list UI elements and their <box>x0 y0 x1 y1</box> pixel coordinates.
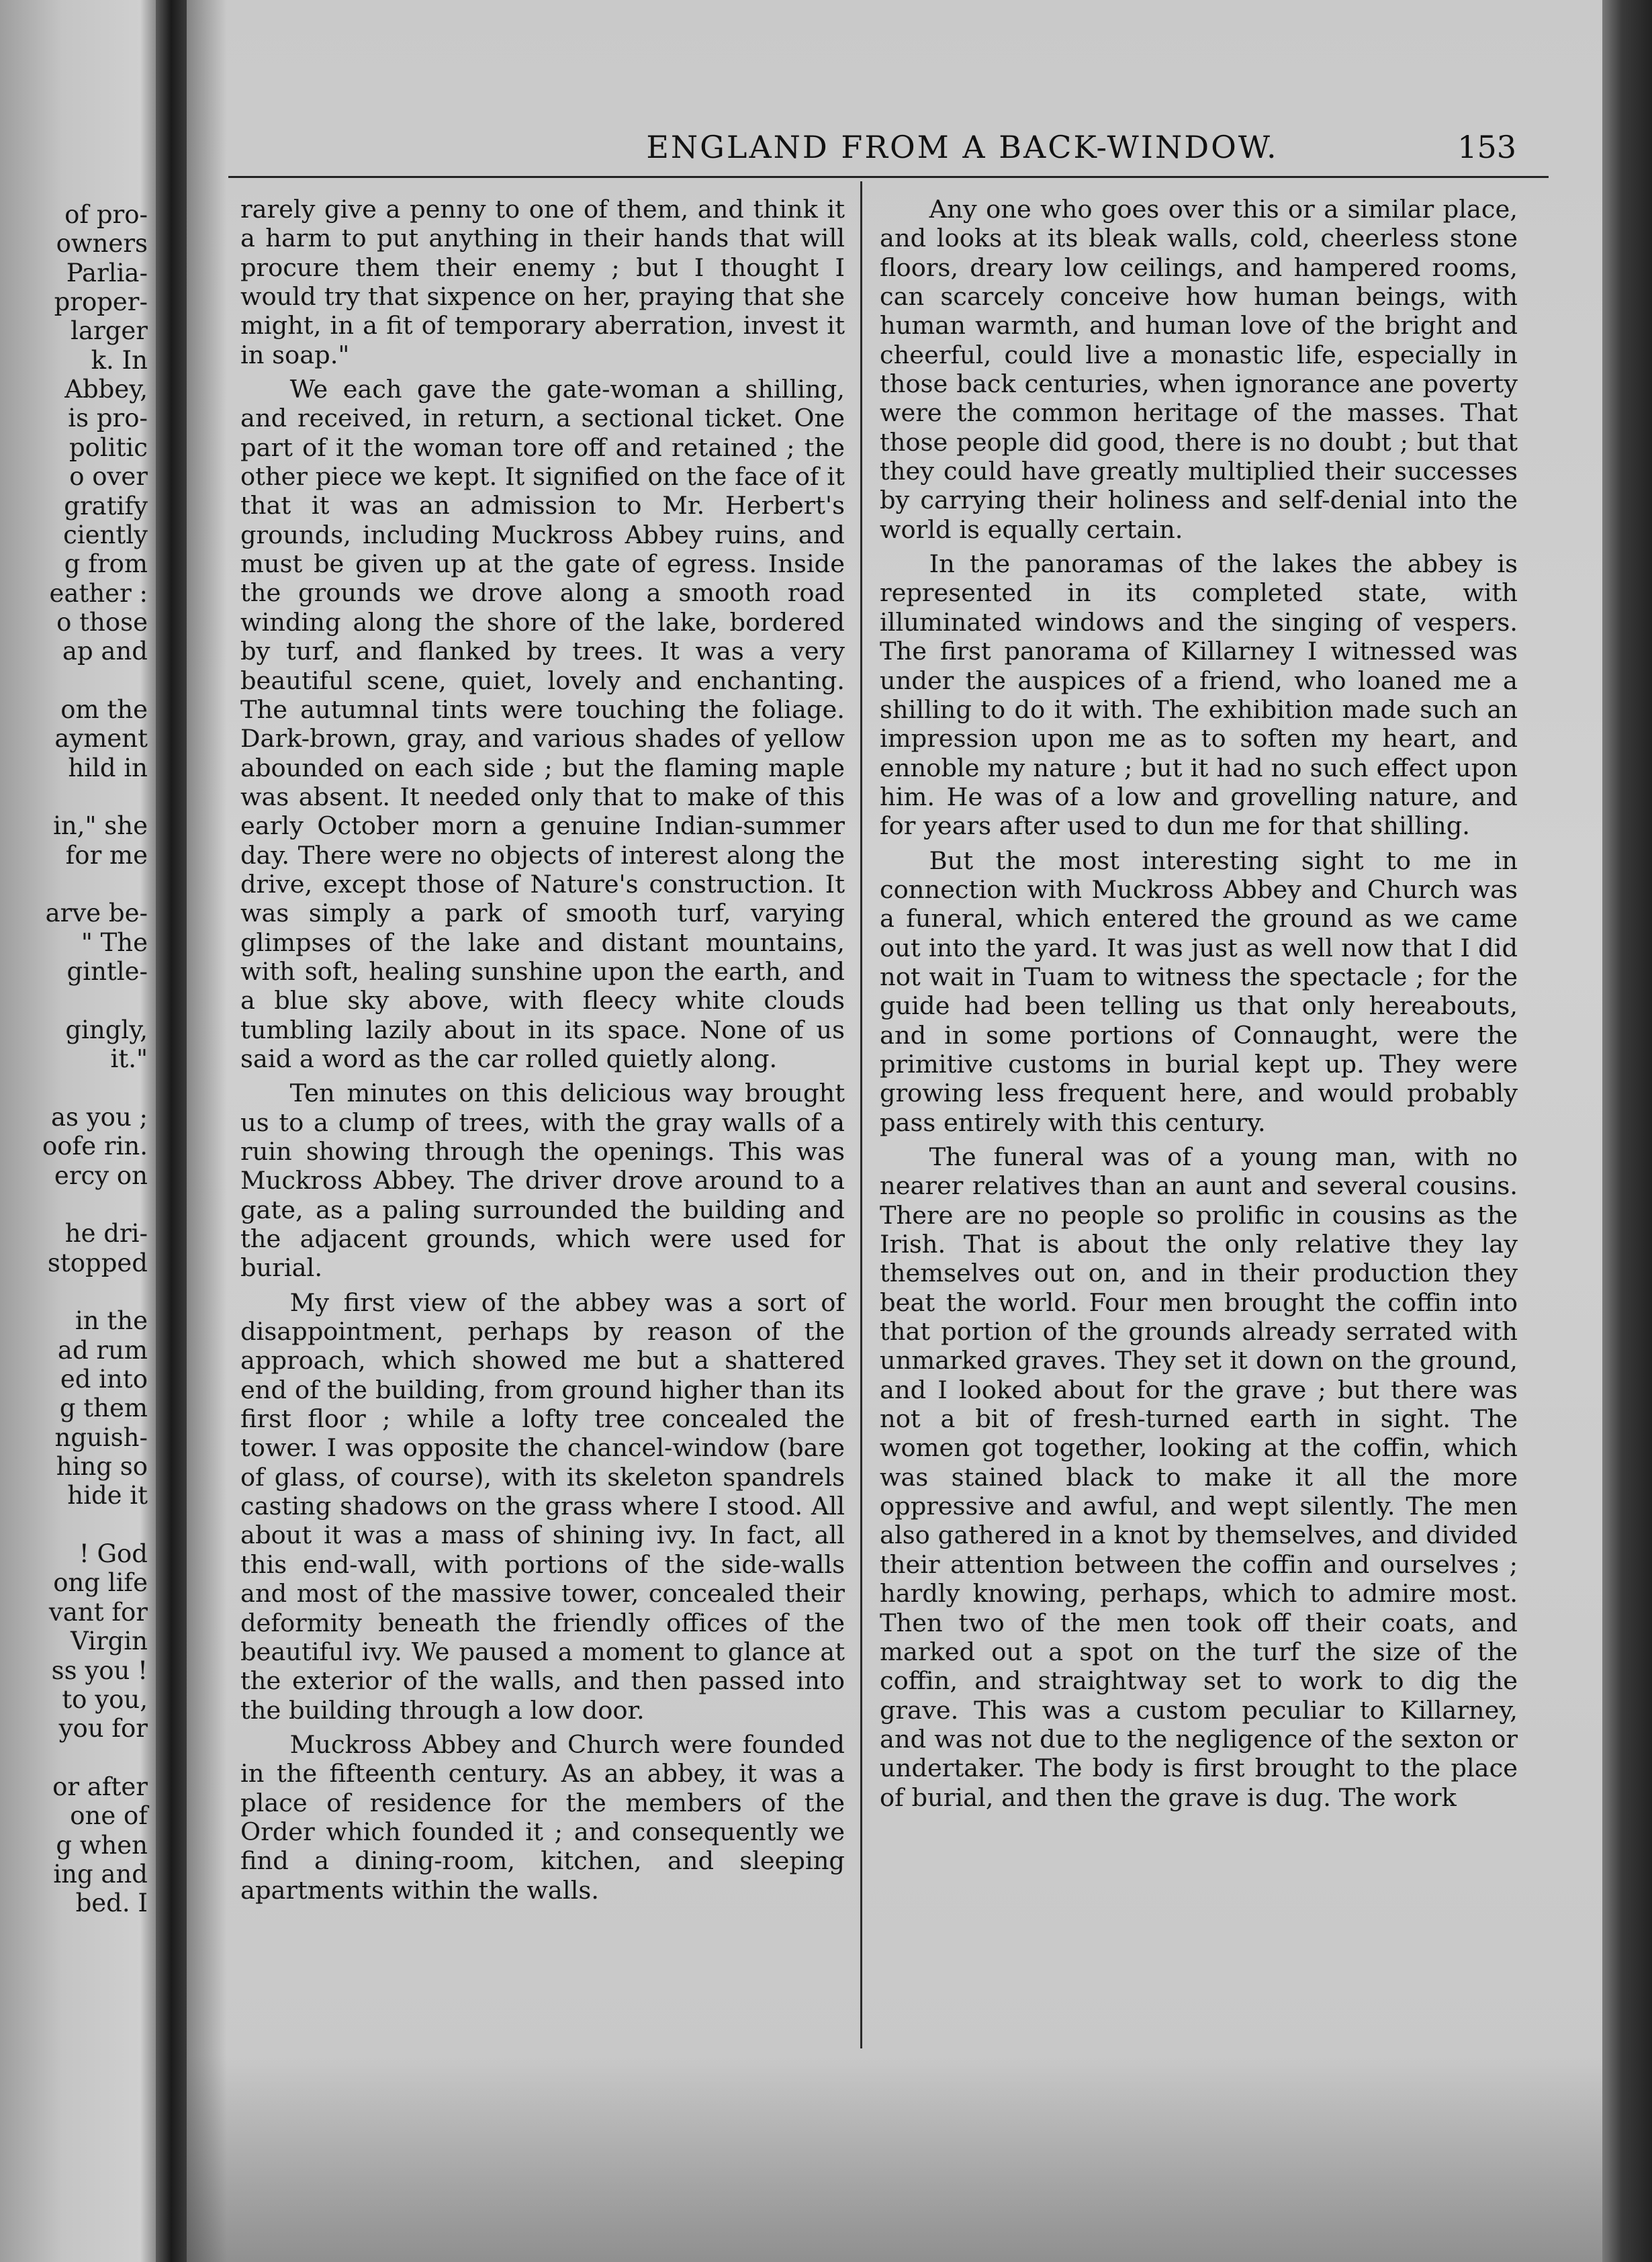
facing-page-line: it." <box>110 1044 148 1074</box>
facing-page-line: or after <box>52 1772 148 1801</box>
facing-page-line: eather : <box>49 578 148 608</box>
facing-page-line: k. In <box>91 345 148 375</box>
paragraph: In the panoramas of the lakes the abbey is represented in its completed state, with illuminated windows and the singing of vespers. The first panorama of Killarney I witnessed was under the auspices of a friend, who loaned me a shilling to do it with. The exhibition made such an impression upon me as to soften my heart, and ennoble my nature ; but it had no such effect upon him. He was of a low and grovelling nature, and for years after used to dun me for that shilling. <box>880 549 1518 841</box>
facing-page-line: ong life <box>53 1568 148 1598</box>
facing-page-line: larger <box>71 316 148 346</box>
paragraph: Any one who goes over this or a similar place, and looks at its bleak walls, cold, cheerless stone floors, dreary low ceilings, and hampered rooms, can scarcely conceive how human beings, with human warmth, and human love of the bright and cheerful, could live a monastic life, especially in those back centuries, when ignorance ane poverty were the common heritage of the masses. That those people did good, there is no doubt ; but that they could have greatly multiplied their successes by carrying their holiness and self-denial into the world is equally certain. <box>880 195 1518 544</box>
facing-page-line: bed. I <box>75 1889 148 1918</box>
facing-page-line: you for <box>58 1714 148 1744</box>
facing-page-line: ciently <box>63 520 148 549</box>
facing-page-line: ! God <box>79 1539 148 1569</box>
facing-page-line: arve be- <box>45 899 148 928</box>
right-column <box>880 195 1518 1817</box>
facing-page-line: one of <box>70 1801 148 1831</box>
facing-page-line: Virgin <box>71 1627 148 1656</box>
paragraph: But the most interesting sight to me in connection with Muckross Abbey and Church was a funeral, which entered the ground as we came out into the yard. It was just as well now that I did not wait in Tuam to witness the spectacle ; for the guide had been telling us that only hereabouts, and in some portions of Connaught, were the primitive customs in burial kept up. They were growing less frequent here, and would probably pass entirely with this century. <box>880 846 1518 1137</box>
facing-page-line: gingly, <box>65 1015 148 1044</box>
facing-page-line: Parlia- <box>66 258 148 287</box>
page-edge <box>1602 0 1652 2262</box>
facing-page-line: owners <box>56 229 148 259</box>
facing-page-line: is pro- <box>68 404 148 433</box>
facing-page-line: vant for <box>48 1597 148 1627</box>
facing-page-line: ercy on <box>54 1161 148 1190</box>
facing-page-line: in," she <box>53 811 148 841</box>
facing-page-line: stopped <box>47 1248 148 1277</box>
facing-page-line: g from <box>64 549 148 579</box>
facing-page-line: g them <box>59 1394 148 1423</box>
facing-page-line: ing and <box>53 1859 148 1889</box>
facing-page-line: " The <box>81 928 148 957</box>
facing-page-line: for me <box>65 840 148 870</box>
facing-page-line: gratify <box>64 491 148 521</box>
facing-page-line: ed into <box>60 1365 148 1394</box>
facing-page-line: gintle- <box>66 957 148 987</box>
paragraph: rarely give a penny to one of them, and think it a harm to put anything in their hands that will procure them their enemy ; but I thought I would try that sixpence on her, praying that she might, in a fit of temporary aberration, invest it in soap." <box>240 195 845 369</box>
facing-page-line: hide it <box>67 1481 148 1510</box>
paragraph: We each gave the gate-woman a shilling, and received, in return, a sectional ticket. One part of it the woman tore off and retained ; the other piece we kept. It signified on the face of it that it was an admission to Mr. Herbert's grounds, including Muckross Abbey ruins, and must be given up at the gate of egress. Inside the grounds we drove along a smooth road winding along the shore of the lake, bordered by turf, and flanked by trees. It was a very beautiful scene, quiet, lovely and enchanting. The autumnal tints were touching the foliage. Dark-brown, gray, and various shades of yellow abounded on each side ; but the flaming maple was absent. It needed only that to make of this early October morn a genuine Indian-summer day. There were no objects of interest along the drive, except those of Nature's construction. It was simply a park of smooth turf, varying glimpses of the lake and distant mountains, with soft, healing sunshine upon the earth, and a blue sky above, with fleecy white clouds tumbling lazily about in its space. None of us said a word as the car rolled quietly along. <box>240 375 845 1073</box>
column-rule <box>860 181 862 2048</box>
running-head: ENGLAND FROM A BACK-WINDOW. <box>646 129 1279 165</box>
facing-page-line: politic <box>68 433 148 462</box>
book-gutter <box>156 0 187 2262</box>
paragraph: Ten minutes on this delicious way brought us to a clump of trees, with the gray walls of a ruin showing through the openings. This was Muckross Abbey. The driver drove around to a gate, as a paling surrounded the building and the adjacent grounds, which were used for burial. <box>240 1079 845 1283</box>
facing-page-line: o those <box>56 607 148 637</box>
facing-page-line: o over <box>69 462 148 492</box>
facing-page-line: ap and <box>62 637 148 666</box>
facing-page-line: in the <box>75 1306 148 1336</box>
page <box>187 0 1602 2262</box>
paragraph: The funeral was of a young man, with no nearer relatives than an aunt and several cousins. There are no people so prolific in cousins as the Irish. That is about the only relative they lay themselves out on, and in their production they beat the world. Four men brought the coffin into that portion of the grounds already serrated with unmarked graves. They set it down on the ground, and I looked about for the grave ; but there was not a bit of fresh-turned earth in sight. The women got together, looking at the coffin, which was stained black to make it all the more oppressive and awful, and wept silently. The men also gathered in a knot by themselves, and divided their attention between the coffin and ourselves ; hardly knowing, perhaps, which to admire most. Then two of the men took off their coats, and marked out a spot on the turf the size of the coffin, and straightway set to work to dig the grave. This was a custom peculiar to Killarney, and was not due to the negligence of the sexton or undertaker. The body is first brought to the place of burial, and then the grave is dug. The work <box>880 1142 1518 1812</box>
facing-page-line: proper- <box>54 287 148 317</box>
facing-page-line: he dri- <box>64 1219 148 1249</box>
facing-page-fragment <box>0 0 156 2262</box>
facing-page-line: hing so <box>56 1452 148 1482</box>
facing-page-line: ss you ! <box>51 1656 148 1685</box>
facing-page-line: om the <box>60 694 148 724</box>
spine-shadow <box>187 0 227 2262</box>
facing-page-line: Abbey, <box>64 375 148 404</box>
facing-page-line: to you, <box>62 1684 148 1714</box>
header-rule <box>228 176 1549 178</box>
paragraph: My first view of the abbey was a sort of disappointment, perhaps by reason of the approach, which showed me but a shattered end of the building, from ground higher than its first floor ; while a lofty tree concealed the tower. I was opposite the chancel-window (bare of glass, of course), with its skeleton spandrels casting shadows on the grass where I stood. All about it was a mass of shining ivy. In fact, all this end-wall, with portions of the side-walls and most of the massive tower, concealed their deformity beneath the friendly offices of the beautiful ivy. We paused a moment to glance at the exterior of the walls, and then passed into the building through a low door. <box>240 1287 845 1725</box>
facing-page-line: nguish- <box>54 1422 148 1452</box>
facing-page-line: as you ; <box>50 1102 148 1132</box>
left-column <box>240 195 845 1910</box>
facing-page-line: g when <box>56 1830 148 1860</box>
facing-page-line: of pro- <box>64 200 148 229</box>
facing-page-line: ad rum <box>57 1335 148 1365</box>
facing-page-line: oofe rin. <box>42 1132 148 1161</box>
bottom-shadow <box>187 2055 1602 2262</box>
paragraph: Muckross Abbey and Church were founded in the fifteenth century. As an abbey, it was a place of residence for the members of the Order which founded it ; and consequently we find a dining-room, kitchen, and sleeping apartments within the walls. <box>240 1729 845 1905</box>
page-number: 153 <box>1457 129 1516 165</box>
facing-page-line: hild in <box>68 753 148 782</box>
facing-page-line: ayment <box>54 724 148 754</box>
